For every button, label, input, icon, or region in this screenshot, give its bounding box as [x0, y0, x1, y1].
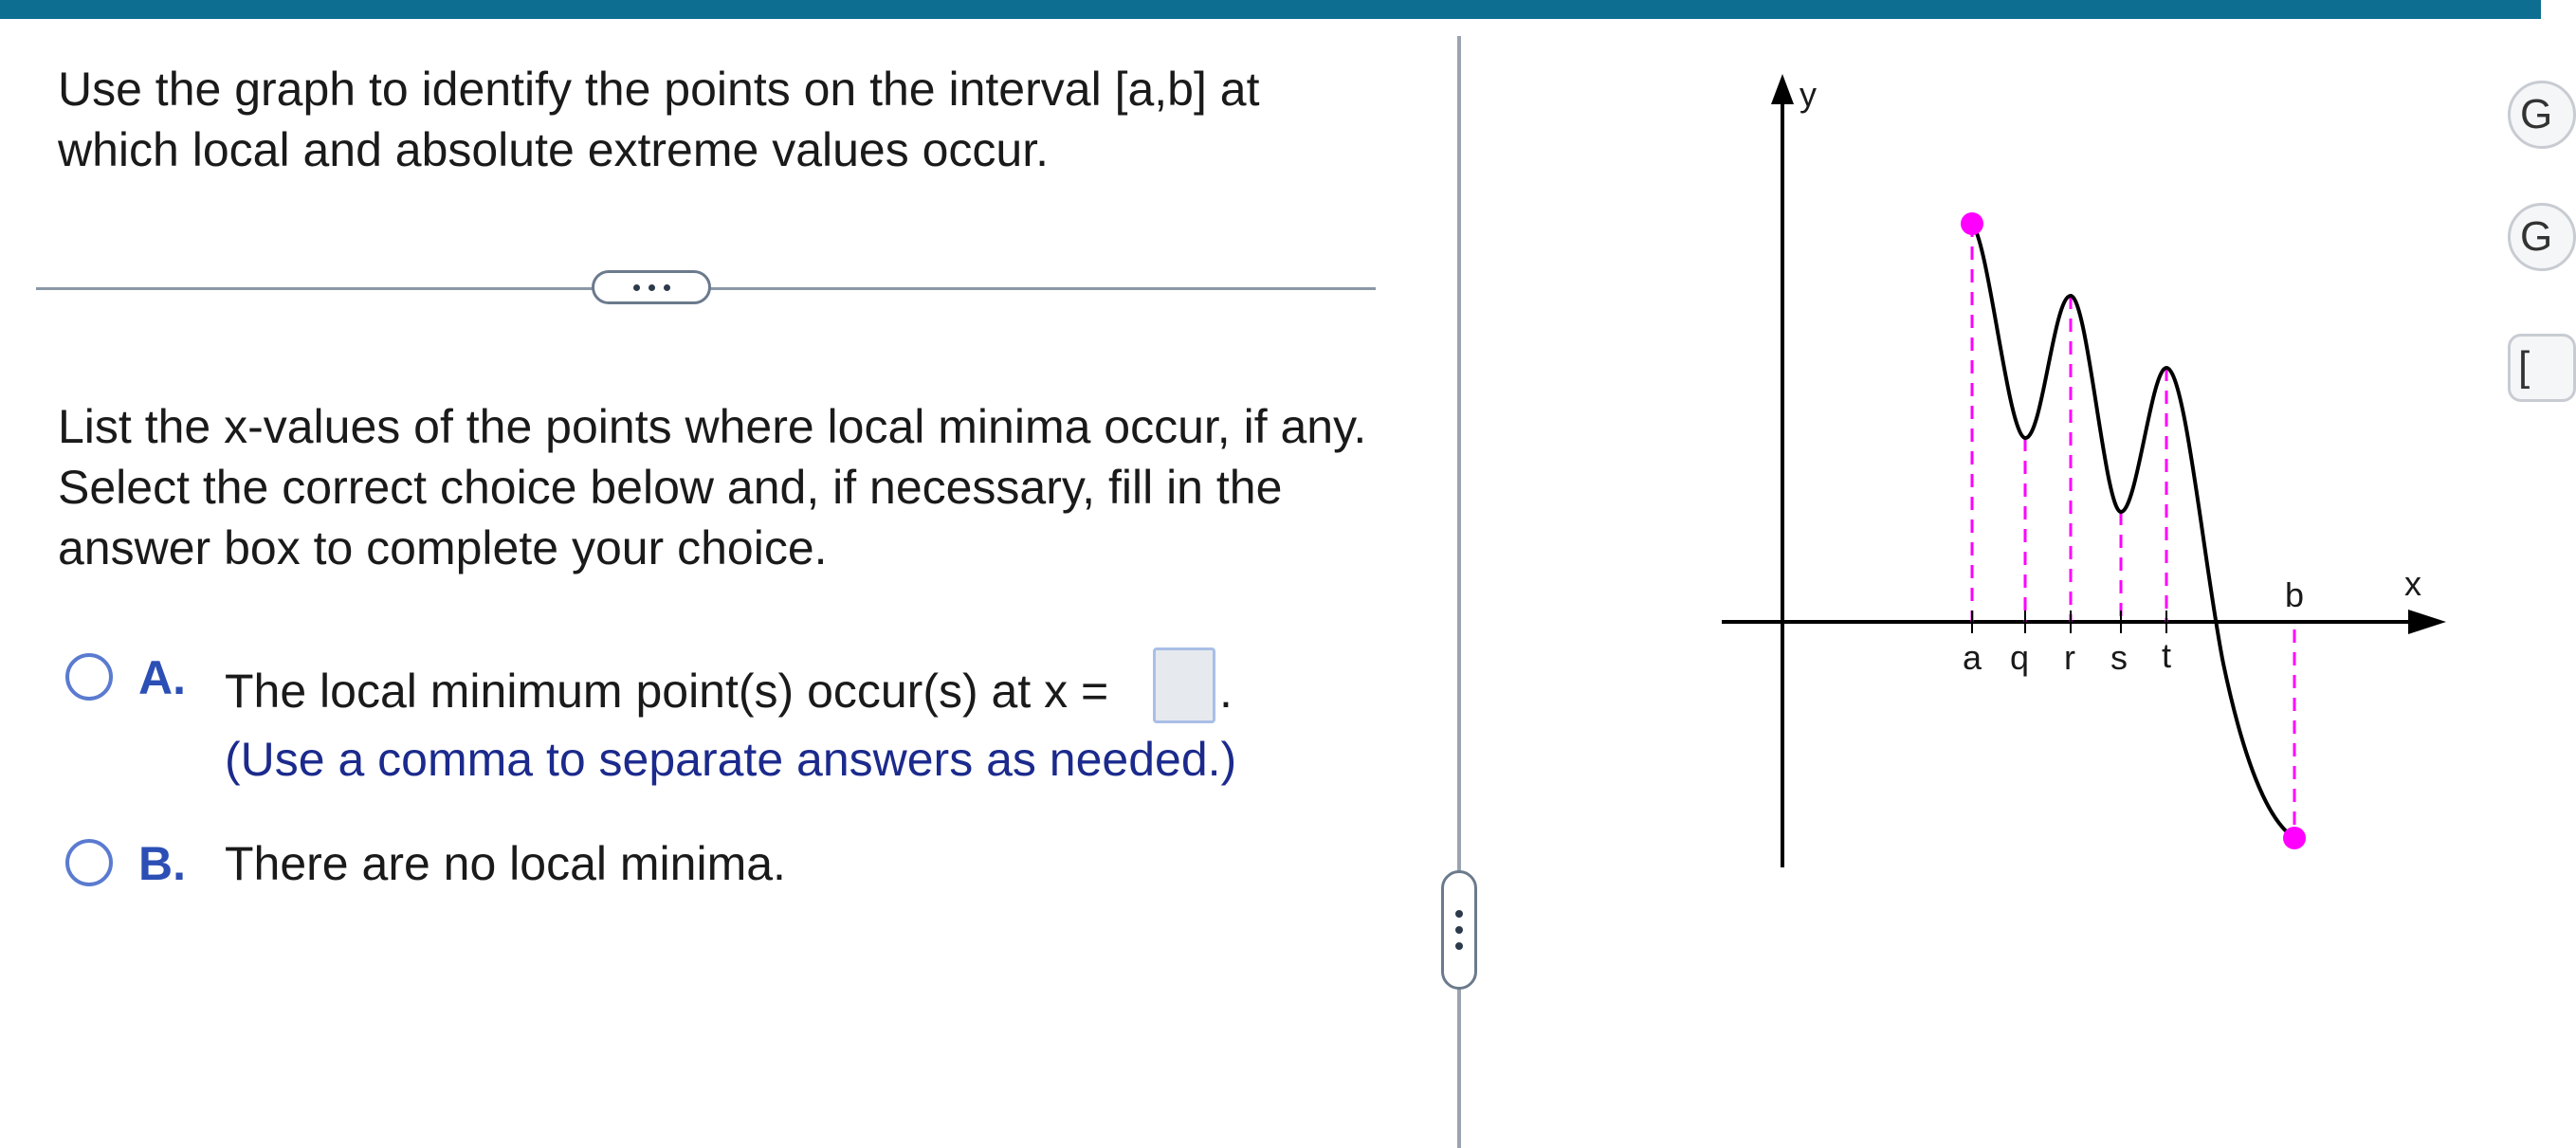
ellipsis-dot-icon: [633, 284, 640, 291]
choice-b-radio[interactable]: [65, 839, 113, 886]
endpoint-a-dot: [1961, 212, 1983, 235]
side-tool-button-2[interactable]: G: [2508, 203, 2576, 271]
choice-a-letter: A.: [138, 651, 186, 704]
choice-a-text: The local minimum point(s) occur(s) at x =: [225, 665, 1109, 718]
handle-dot-icon: [1455, 926, 1463, 934]
tick-label-r: r: [2064, 638, 2075, 677]
endpoint-b-dot: [2283, 827, 2306, 849]
function-graph: [1688, 57, 2465, 891]
x-axis-label: x: [2404, 564, 2421, 603]
y-axis-arrow-icon: [1771, 74, 1794, 104]
choice-a-period: .: [1219, 665, 1233, 718]
choice-a-hint: (Use a comma to separate answers as needed.): [225, 733, 1237, 786]
answer-input-box[interactable]: [1153, 647, 1215, 723]
ellipsis-dot-icon: [664, 284, 670, 291]
choice-b-text: There are no local minima.: [225, 837, 786, 890]
side-tool-button-1[interactable]: G: [2508, 81, 2576, 149]
tick-label-q: q: [2009, 638, 2030, 677]
handle-dot-icon: [1455, 942, 1463, 950]
question-prompt: Use the graph to identify the points on the interval [a,b] at which local and absolute extreme values occur.: [58, 63, 1260, 176]
ellipsis-dot-icon: [649, 284, 655, 291]
expand-more-button[interactable]: [592, 270, 711, 304]
choice-a-radio[interactable]: [65, 653, 113, 701]
side-tool-button-3[interactable]: [: [2508, 334, 2576, 402]
x-axis-arrow-icon: [2408, 610, 2446, 634]
choice-b-letter: B.: [138, 837, 186, 890]
y-axis-label: y: [1800, 75, 1817, 114]
handle-dot-icon: [1455, 910, 1463, 918]
tick-label-a: a: [1962, 638, 1982, 677]
sub-question-prompt: List the x-values of the points where local minima occur, if any. Select the correct choice below and, if necessary, fill in the answer box to complete your choice.: [58, 400, 1367, 574]
panel-resize-handle[interactable]: [1441, 870, 1477, 990]
top-bar: [0, 0, 2541, 19]
end-label-b: b: [2284, 575, 2305, 614]
function-curve: [1972, 224, 2294, 838]
tick-label-t: t: [2161, 636, 2172, 675]
tick-label-s: s: [2110, 638, 2128, 677]
